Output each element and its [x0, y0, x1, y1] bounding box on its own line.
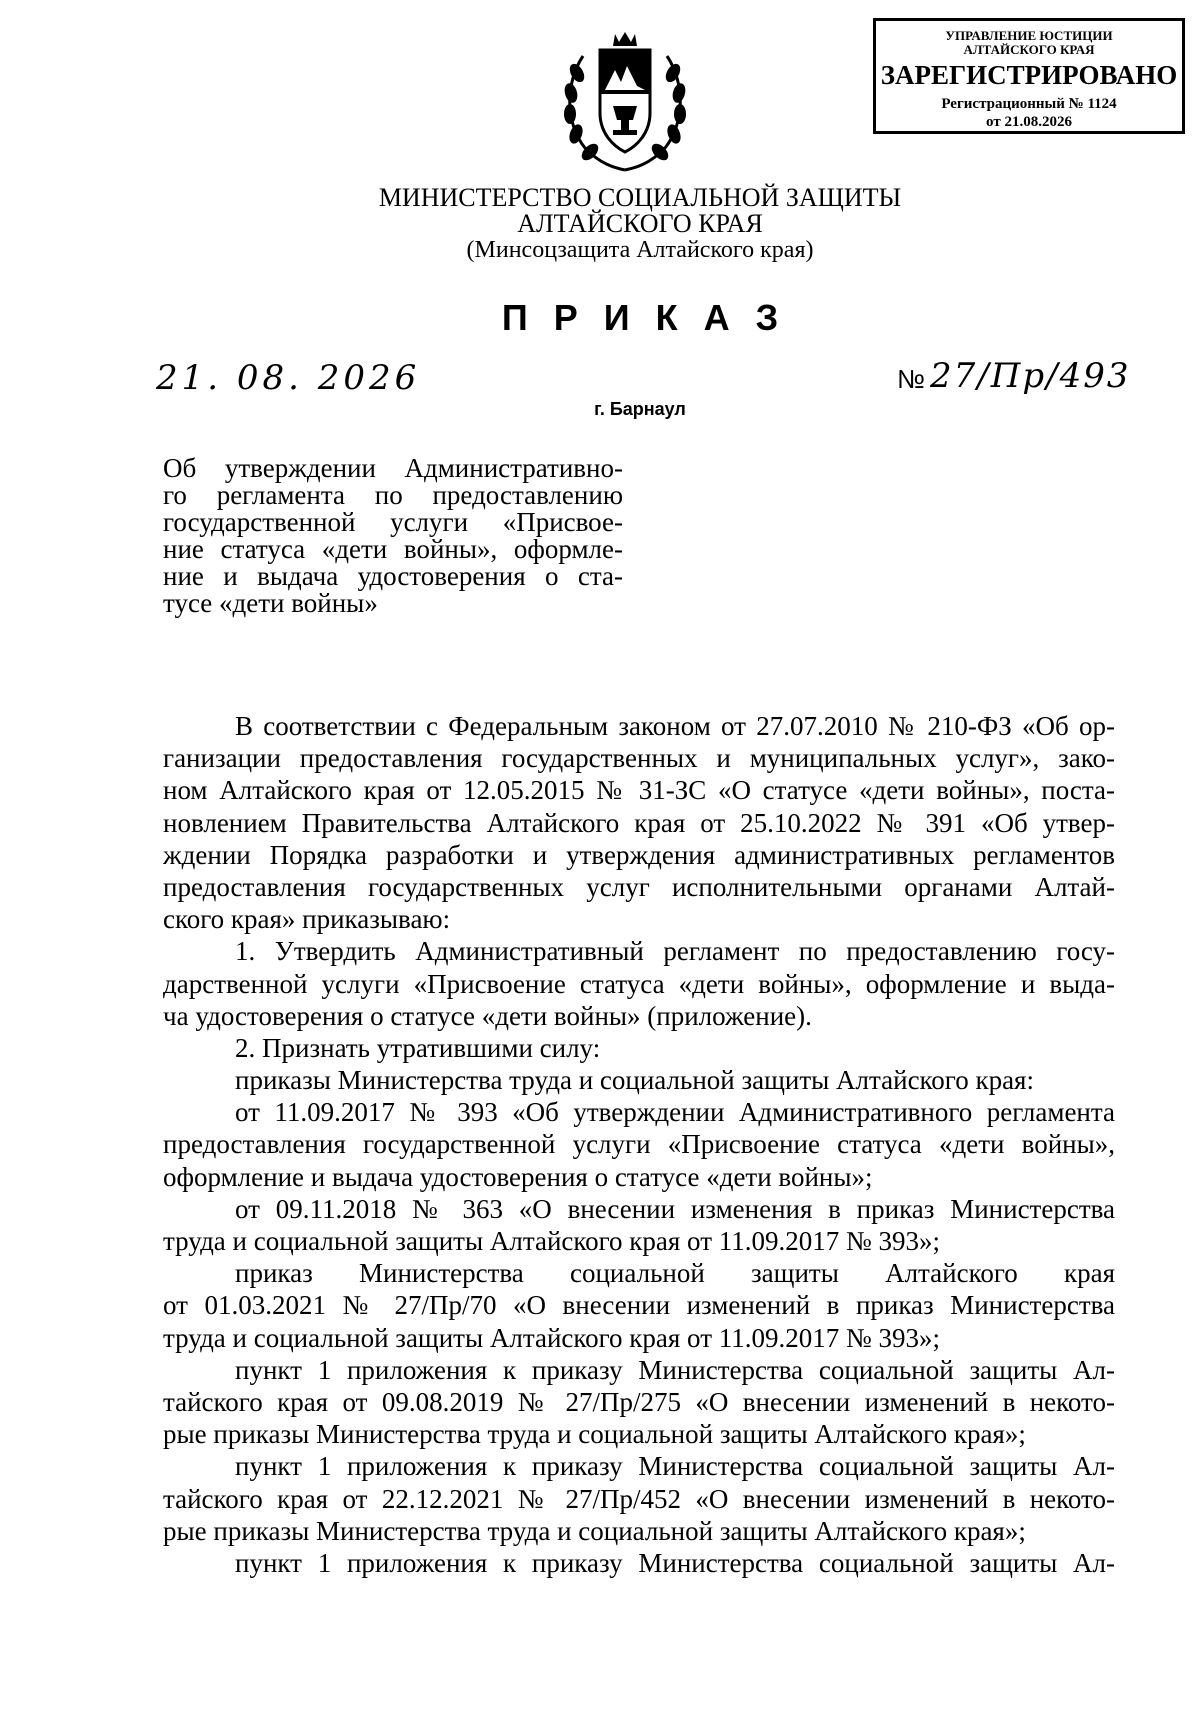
ministry-name-line2: АЛТАЙСКОГО КРАЯ: [517, 209, 763, 238]
body-line: пункт 1 приложения к приказу Министерства социальной защиты Ал-: [235, 1547, 1115, 1578]
stamp-reg-number: Регистрационный № 1124: [941, 96, 1117, 112]
body-line: оформление и выдача удостоверения о статусе «дети войны»;: [163, 1161, 873, 1192]
body-line: ского края» приказываю:: [163, 904, 451, 935]
body-line: предоставления государственных услуг исполнительными органами Алтай-: [163, 871, 1115, 902]
body-line: пункт 1 приложения к приказу Министерства социальной защиты Ал-: [235, 1354, 1115, 1385]
body-line: предоставления государственной услуги «Присвоение статуса «дети войны»,: [163, 1129, 1115, 1160]
number-sign: №: [897, 364, 925, 394]
order-body: [163, 710, 1115, 1579]
body-line: дарственной услуги «Присвоение статуса «дети войны», оформление и выда-: [163, 968, 1115, 999]
body-line: от 11.09.2017 № 393 «Об утверждении Административного регламента: [235, 1097, 1115, 1128]
stamp-status: ЗАРЕГИСТРИРОВАНО: [880, 60, 1178, 90]
document-type: ПРИКАЗ: [501, 297, 805, 338]
subject-line: тусе «дети войны»: [163, 588, 378, 618]
body-line: труда и социальной защиты Алтайского края от 11.09.2017 № 393»;: [163, 1226, 941, 1256]
body-line: 1. Утвердить Административный регламент по предоставлению госу-: [235, 936, 1115, 967]
stamp-authority-line1: УПРАВЛЕНИЕ ЮСТИЦИИ: [945, 28, 1113, 43]
order-subject: [163, 455, 623, 617]
ministry-short-name: (Минсоцзащита Алтайского края): [466, 237, 814, 263]
body-line: В соответствии с Федеральным законом от 27.07.2010 № 210-ФЗ «Об ор-: [235, 711, 1115, 741]
body-line: тайского края от 09.08.2019 № 27/Пр/275 «О внесении изменений в некото-: [163, 1386, 1115, 1417]
body-line: приказ Министерства социальной защиты Алтайского края: [235, 1258, 1115, 1289]
body-line: рые приказы Министерства труда и социальной защиты Алтайского края»;: [163, 1419, 1026, 1450]
body-line: ном Алтайского края от 12.05.2015 № 31-ЗС «О статусе «дети войны», поста-: [163, 775, 1115, 806]
body-line: новлением Правительства Алтайского края от 25.10.2022 № 391 «Об утвер-: [163, 807, 1115, 838]
body-line: труда и социальной защиты Алтайского края от 11.09.2017 № 393»;: [163, 1322, 941, 1353]
body-line: ждении Порядка разработки и утверждения административных регламентов: [163, 839, 1115, 870]
handwritten-number: 27/Пр/493: [930, 356, 1131, 396]
coat-of-arms-icon: [555, 28, 695, 174]
registration-stamp: [873, 18, 1185, 134]
body-line: от 01.03.2021 № 27/Пр/70 «О внесении изменений в приказ Министерства: [163, 1290, 1115, 1321]
subject-line: Об утверждении Административно-: [163, 453, 623, 483]
body-line: рые приказы Министерства труда и социальной защиты Алтайского края»;: [163, 1515, 1026, 1546]
body-line: тайского края от 22.12.2021 № 27/Пр/452 «О внесении изменений в некото-: [163, 1483, 1115, 1514]
subject-line: го регламента по предоставлению: [163, 480, 623, 510]
body-line: приказы Министерства труда и социальной защиты Алтайского края:: [235, 1065, 1034, 1096]
handwritten-date: 21. 08. 2026: [156, 358, 421, 398]
subject-line: ние и выдача удостоверения о ста-: [163, 561, 623, 591]
subject-line: ние статуса «дети войны», оформле-: [163, 534, 623, 564]
body-line: пункт 1 приложения к приказу Министерства социальной защиты Ал-: [235, 1451, 1115, 1482]
stamp-authority-line2: АЛТАЙСКОГО КРАЯ: [963, 42, 1095, 57]
ministry-name-line1: МИНИСТЕРСТВО СОЦИАЛЬНОЙ ЗАЩИТЫ: [378, 183, 902, 212]
subject-line: государственной услуги «Присвое-: [163, 507, 623, 537]
body-line: ганизации предоставления государственных и муниципальных услуг», зако-: [163, 743, 1115, 774]
body-line: от 09.11.2018 № 363 «О внесении изменения в приказ Министерства: [235, 1193, 1115, 1224]
stamp-reg-date: от 21.08.2026: [986, 114, 1072, 130]
city: г. Барнаул: [594, 399, 686, 419]
body-line: ча удостоверения о статусе «дети войны» (приложение).: [163, 1000, 812, 1031]
body-line: 2. Признать утратившими силу:: [235, 1032, 601, 1063]
